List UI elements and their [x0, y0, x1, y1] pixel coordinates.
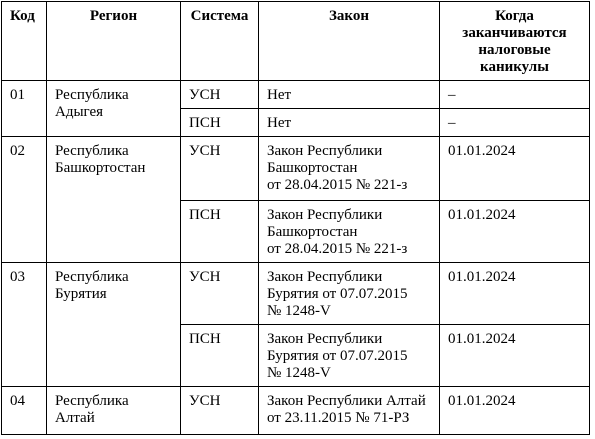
- region-code: 02: [2, 137, 47, 263]
- tax-system: ПСН: [181, 201, 259, 263]
- region-name: Республика Алтай: [47, 387, 181, 435]
- holiday-end-date: 01.01.2024: [440, 263, 590, 325]
- region-name: Республика Адыгея: [47, 81, 181, 137]
- tax-system: УСН: [181, 263, 259, 325]
- tax-system: УСН: [181, 81, 259, 109]
- header-law: Закон: [259, 2, 440, 81]
- region-name: Республика Башкортостан: [47, 137, 181, 263]
- holiday-end-date: –: [440, 81, 590, 109]
- law-reference: Закон Республики Бурятия от 07.07.2015 № 1248-V: [259, 263, 440, 325]
- tax-holidays-table: [1, 1, 590, 435]
- law-reference: Нет: [259, 109, 440, 137]
- tax-system: УСН: [181, 137, 259, 201]
- tax-system: ПСН: [181, 109, 259, 137]
- holiday-end-date: 01.01.2024: [440, 387, 590, 435]
- table-row: [2, 137, 590, 201]
- header-system: Система: [181, 2, 259, 81]
- tax-system: УСН: [181, 387, 259, 435]
- holiday-end-date: 01.01.2024: [440, 325, 590, 387]
- law-reference: Закон Республики Бурятия от 07.07.2015 № 1248-V: [259, 325, 440, 387]
- table-row: [2, 81, 590, 109]
- header-code: Код: [2, 2, 47, 81]
- holiday-end-date: 01.01.2024: [440, 201, 590, 263]
- header-region: Регион: [47, 2, 181, 81]
- header-row: [2, 2, 590, 81]
- law-reference: Нет: [259, 81, 440, 109]
- law-reference: Закон Республики Башкортостан от 28.04.2015 № 221-з: [259, 201, 440, 263]
- table-row: [2, 263, 590, 325]
- region-code: 04: [2, 387, 47, 435]
- region-name: Республика Бурятия: [47, 263, 181, 387]
- region-code: 03: [2, 263, 47, 387]
- region-code: 01: [2, 81, 47, 137]
- holiday-end-date: –: [440, 109, 590, 137]
- tax-system: ПСН: [181, 325, 259, 387]
- holiday-end-date: 01.01.2024: [440, 137, 590, 201]
- table-row: [2, 387, 590, 435]
- law-reference: Закон Республики Башкортостан от 28.04.2015 № 221-з: [259, 137, 440, 201]
- law-reference: Закон Республики Алтай от 23.11.2015 № 71-РЗ: [259, 387, 440, 435]
- header-end-date: Когда заканчиваются налоговые каникулы: [440, 2, 590, 81]
